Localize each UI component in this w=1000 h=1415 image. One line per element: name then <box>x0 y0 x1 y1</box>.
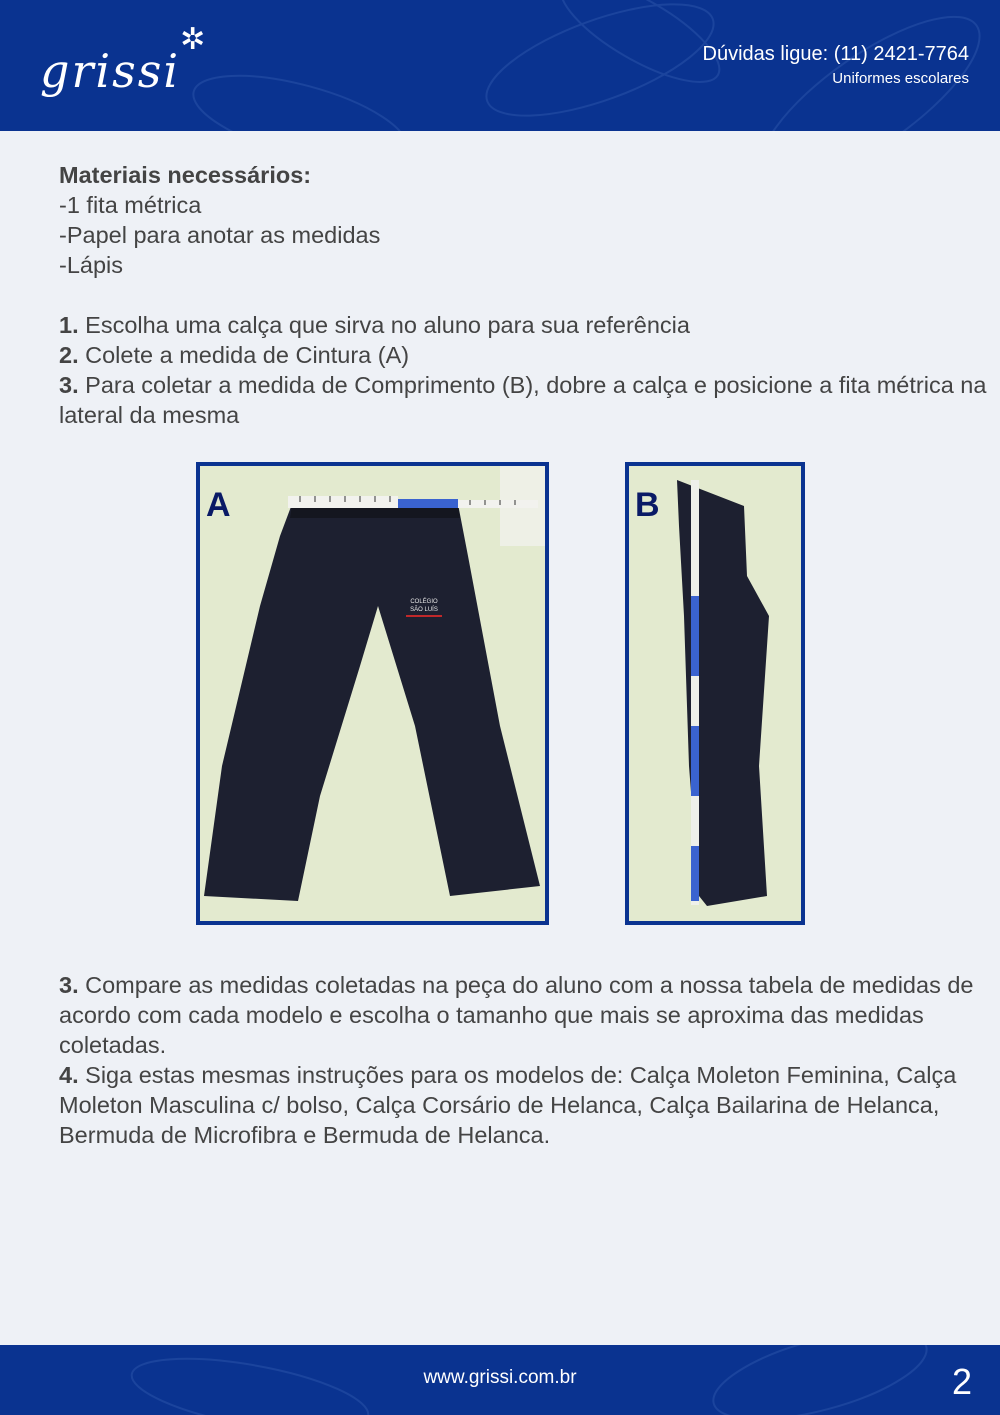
step-number: 1. <box>59 312 79 338</box>
pants-front-image <box>200 466 545 921</box>
step-3-compare <box>59 970 994 1060</box>
materials-item: -Papel para anotar as medidas <box>59 222 381 248</box>
step-number: 2. <box>59 342 79 368</box>
pants-side-image <box>629 466 801 921</box>
materials-item: -1 fita métrica <box>59 192 202 218</box>
page-number: 2 <box>951 1361 972 1402</box>
step-number: 4. <box>59 1062 79 1088</box>
step-2 <box>59 340 994 370</box>
contact-phone: Dúvidas ligue: (11) 2421-7764 <box>702 43 969 65</box>
logo-star-icon: ✲ <box>180 22 206 57</box>
step-3 <box>59 370 994 430</box>
grissi-logo: grissi <box>40 44 181 98</box>
label-b: B <box>635 486 660 524</box>
header-tagline: Uniformes escolares <box>832 70 969 87</box>
step-text: Compare as medidas coletadas na peça do aluno com a nossa tabela de medidas de acordo com cada modelo e escolha o tamanho que mais se aproxima das medidas coletadas. <box>59 972 974 1058</box>
step-text: Colete a medida de Cintura (A) <box>85 342 410 368</box>
website-link[interactable]: www.grissi.com.br <box>423 1367 577 1388</box>
page-footer <box>0 1345 1000 1415</box>
materials-title: Materiais necessários: <box>59 162 312 188</box>
step-text: Siga estas mesmas instruções para os modelos de: Calça Moleton Feminina, Calça Moleton Masculina c/ bolso, Calça Corsário de Helanca, Calça Bailarina de Helanca, Bermuda de Microfibra e Bermuda de Helanca. <box>59 1062 957 1148</box>
instructions-top <box>59 160 994 430</box>
instructions-bottom <box>59 970 994 1150</box>
photo-waist-measurement <box>196 462 549 925</box>
label-a: A <box>206 486 231 524</box>
school-logo-line2: SÃO LUÍS <box>410 607 438 613</box>
step-text: Para coletar a medida de Comprimento (B), dobre a calça e posicione a fita métrica na lateral da mesma <box>59 372 987 428</box>
step-4-other-models <box>59 1060 994 1150</box>
materials-item: -Lápis <box>59 252 124 278</box>
page-header <box>0 0 1000 131</box>
step-text: Escolha uma calça que sirva no aluno para sua referência <box>85 312 690 338</box>
step-number: 3. <box>59 372 79 398</box>
step-number: 3. <box>59 972 79 998</box>
photo-length-measurement <box>625 462 805 925</box>
step-1 <box>59 310 994 340</box>
school-logo-line1: COLÉGIO <box>410 599 438 605</box>
